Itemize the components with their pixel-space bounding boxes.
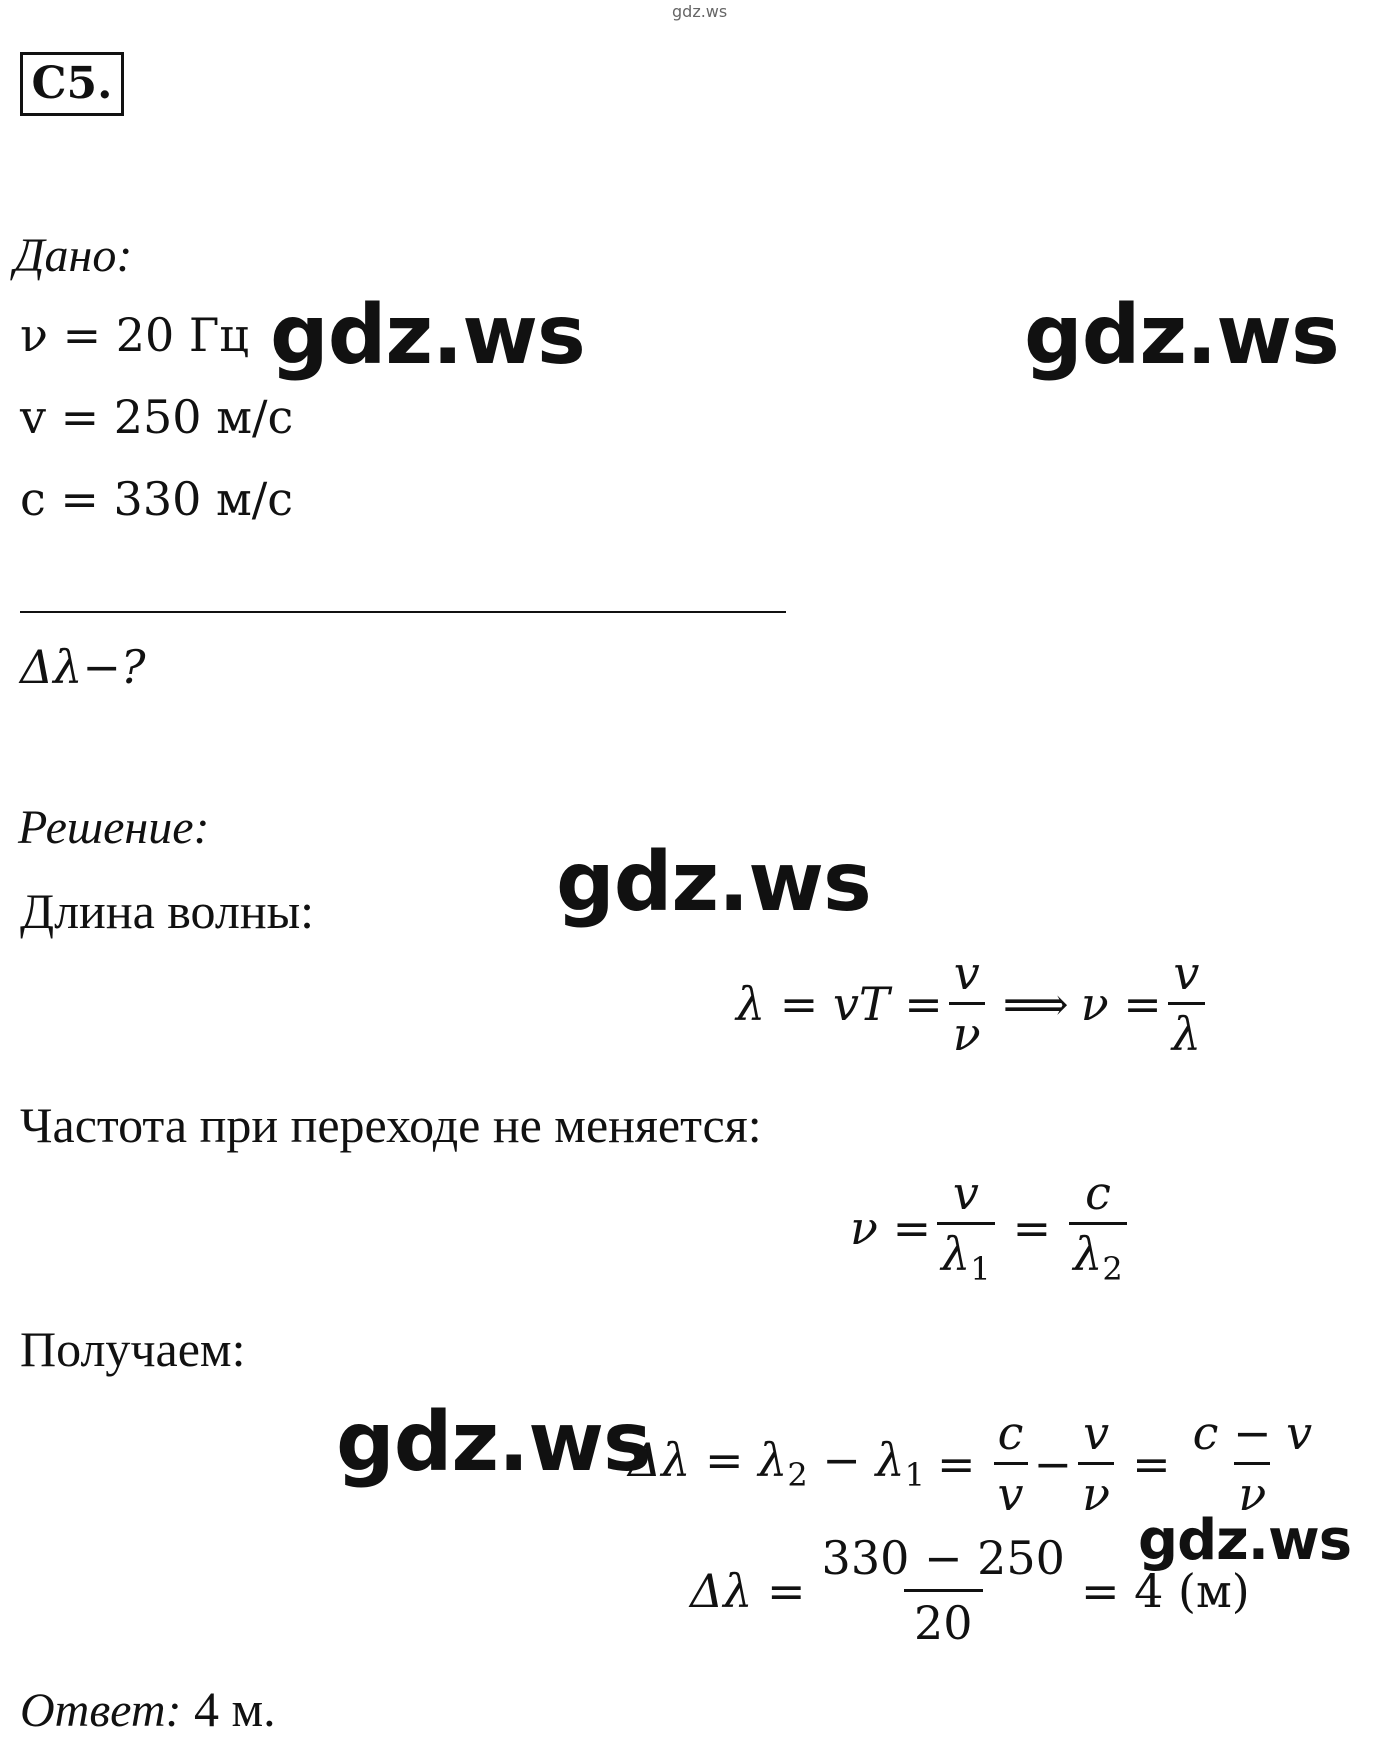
formula4-num: 330 − 250	[821, 1531, 1065, 1585]
formula2-frac1-num: v	[952, 1166, 979, 1220]
find-line: Δλ−?	[20, 640, 146, 694]
given-heading: Дано:	[14, 229, 133, 282]
given-line-sound-speed: c = 330 м/с	[20, 472, 294, 526]
formula1-fraction-1	[949, 946, 985, 1061]
watermark-2: gdz.ws	[1024, 288, 1339, 383]
formula1-fraction-2	[1168, 946, 1205, 1061]
formula4-fraction	[812, 1531, 1075, 1650]
formula1-mid: ν =	[1080, 976, 1162, 1031]
formula4-rhs: = 4 (м)	[1080, 1563, 1250, 1618]
watermark-4: gdz.ws	[336, 1395, 651, 1490]
formula2-frac1-den: $\lambda_1$	[937, 1222, 995, 1285]
formula2-fraction-2	[1069, 1166, 1127, 1288]
divider-line	[20, 611, 786, 613]
formula-wavelength	[736, 946, 1211, 1061]
given-line-speed: v = 250 м/с	[20, 390, 294, 444]
formula3-fraction-3: $\frac{c - v}{\nu}$	[1192, 1406, 1313, 1521]
formula1-frac1-num: v	[953, 946, 980, 1000]
formula3-fraction-2: $\frac{v}{\nu}$	[1078, 1410, 1114, 1517]
formula4-lhs: Δλ =	[690, 1563, 806, 1618]
watermark-3: gdz.ws	[556, 835, 871, 930]
formula2-frac2-den: $\lambda_2$	[1069, 1222, 1127, 1285]
formula1-frac1-den: ν	[949, 1002, 985, 1057]
watermark-1: gdz.ws	[270, 288, 585, 383]
sub-1: 1	[970, 1250, 991, 1288]
formula2-eq: =	[1012, 1200, 1052, 1255]
implies-arrow: ⟹	[1002, 976, 1069, 1031]
formula-frequency	[850, 1166, 1133, 1288]
formula1-lhs: λ = vT =	[736, 976, 943, 1031]
problem-label: С5.	[20, 52, 124, 116]
formula3-eq: =	[937, 1436, 976, 1491]
watermark-top: gdz.ws	[672, 2, 728, 21]
formula-delta-lambda	[628, 1406, 1322, 1521]
answer-line	[20, 1680, 276, 1738]
answer-label: Ответ:	[20, 1684, 182, 1737]
formula1-frac2-num: v	[1173, 946, 1200, 1000]
sub-2: 2	[1102, 1250, 1123, 1288]
formula4-den: 20	[904, 1589, 983, 1646]
formula2-lhs: ν =	[850, 1200, 932, 1255]
result-label: Получаем:	[20, 1321, 246, 1377]
solution-heading: Решение:	[18, 801, 210, 854]
formula3-lhs: $\Delta\lambda = \lambda_2 - \lambda_1$	[628, 1433, 925, 1494]
answer-value: 4 м.	[193, 1681, 276, 1737]
given-line-frequency: ν = 20 Гц	[20, 308, 249, 362]
formula3-fraction-1: $\frac{c}{v}$	[994, 1410, 1028, 1517]
frequency-label: Частота при переходе не меняется:	[20, 1097, 762, 1153]
formula3-eq2: =	[1132, 1436, 1171, 1491]
formula3-minus: −	[1033, 1436, 1073, 1491]
formula2-frac2-num: c	[1085, 1166, 1111, 1220]
formula2-fraction-1	[937, 1166, 995, 1288]
watermark-5: gdz.ws	[1138, 1508, 1352, 1573]
wavelength-label: Длина волны:	[20, 883, 315, 939]
formula1-frac2-den: λ	[1168, 1002, 1205, 1057]
